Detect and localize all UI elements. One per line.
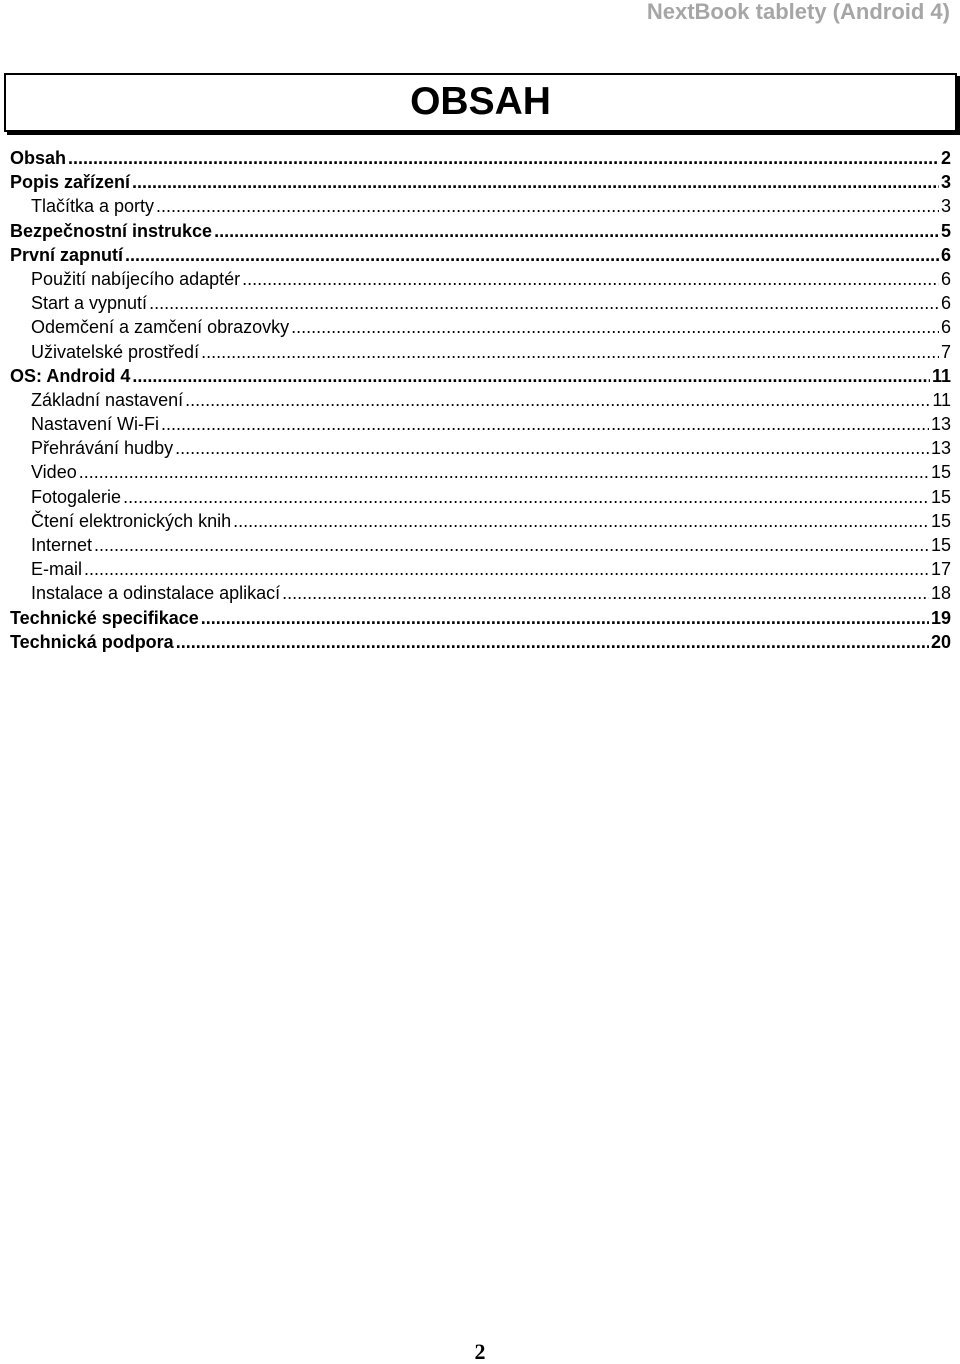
toc-entry-label: Internet — [31, 535, 93, 555]
toc-dot-leader — [94, 533, 929, 557]
toc-entry-label: Tlačítka a porty — [31, 196, 155, 217]
toc-dot-leader — [132, 364, 930, 388]
toc-dot-leader — [185, 388, 930, 412]
toc-dot-leader — [132, 170, 939, 194]
toc-dot-leader — [242, 267, 939, 291]
toc-entry-label: Start a vypnutí — [31, 293, 148, 314]
toc-entry[interactable] — [10, 340, 951, 364]
toc-dot-leader — [68, 146, 939, 170]
toc-entry[interactable] — [10, 485, 951, 509]
toc-entry-page-number: 15 — [930, 486, 951, 507]
running-header: NextBook tablety (Android 4) — [646, 0, 950, 24]
toc-entry-label: Bezpečnostní instrukce — [10, 220, 213, 241]
toc-entry-page-number: 3 — [940, 196, 951, 217]
toc-entry-label: Uživatelské prostředí — [31, 341, 200, 362]
toc-entry-page-number: 11 — [932, 389, 951, 410]
toc-dot-leader — [79, 460, 929, 484]
toc-entry-page-number: 7 — [940, 341, 951, 362]
toc-entry-label: Obsah — [10, 148, 67, 168]
toc-entry[interactable] — [10, 194, 951, 218]
toc-entry-page-number: 13 — [930, 414, 951, 435]
toc-entry-page-number: 3 — [940, 172, 951, 193]
toc-dot-leader — [125, 243, 939, 267]
toc-entry[interactable] — [10, 364, 951, 388]
toc-entry-page-number: 6 — [940, 317, 951, 338]
toc-entry-page-number: 2 — [940, 148, 951, 168]
toc-entry-label: Přehrávání hudby — [31, 438, 174, 459]
toc-entry-label: Video — [31, 462, 77, 483]
toc-entry-page-number: 6 — [940, 268, 951, 289]
toc-entry-label: Technické specifikace — [10, 607, 199, 628]
toc-entry-page-number: 6 — [940, 244, 951, 265]
toc-entry-label: Použití nabíjecího adaptér — [31, 268, 241, 289]
toc-entry[interactable] — [10, 291, 951, 315]
toc-entry-page-number: 20 — [930, 631, 951, 652]
toc-entry[interactable] — [10, 267, 951, 291]
toc-entry-page-number: 15 — [930, 510, 951, 531]
toc-entry[interactable] — [10, 460, 951, 484]
toc-entry[interactable] — [10, 533, 951, 557]
toc-entry[interactable] — [10, 581, 951, 605]
toc-entry-page-number: 15 — [930, 462, 951, 483]
toc-dot-leader — [176, 630, 929, 654]
toc-dot-leader — [233, 509, 929, 533]
toc-entry-page-number: 19 — [930, 607, 951, 628]
toc-entry[interactable] — [10, 219, 951, 243]
toc-entry-label: Čtení elektronických knih — [31, 510, 232, 531]
toc-dot-leader — [123, 485, 929, 509]
toc-dot-leader — [156, 194, 939, 218]
toc-dot-leader — [214, 219, 939, 243]
toc-entry-label: Popis zařízení — [10, 172, 131, 193]
toc-entry[interactable] — [10, 557, 951, 581]
toc-entry[interactable] — [10, 630, 951, 654]
toc-entry[interactable] — [10, 436, 951, 460]
toc-dot-leader — [161, 412, 929, 436]
toc-entry-page-number: 5 — [940, 220, 951, 241]
toc-entry[interactable] — [10, 412, 951, 436]
toc-entry-label: Technická podpora — [10, 631, 174, 652]
toc-dot-leader — [201, 606, 929, 630]
toc-entry-page-number: 11 — [931, 365, 951, 386]
toc-dot-leader — [84, 557, 929, 581]
table-of-contents — [10, 146, 951, 654]
toc-entry[interactable] — [10, 388, 951, 412]
page-title: OBSAH — [410, 80, 551, 123]
toc-entry-page-number: 6 — [940, 293, 951, 314]
toc-entry[interactable] — [10, 315, 951, 339]
toc-dot-leader — [175, 436, 929, 460]
title-box — [4, 73, 957, 132]
toc-dot-leader — [201, 340, 939, 364]
page-number: 2 — [474, 1339, 486, 1364]
toc-entry[interactable] — [10, 170, 951, 194]
toc-entry-label: OS: Android 4 — [10, 365, 131, 386]
toc-entry[interactable] — [10, 146, 951, 170]
toc-entry-label: Odemčení a zamčení obrazovky — [31, 317, 290, 338]
toc-entry-page-number: 18 — [930, 583, 951, 604]
toc-entry-label: Instalace a odinstalace aplikací — [31, 583, 281, 604]
toc-entry-label: Základní nastavení — [31, 389, 184, 410]
toc-dot-leader — [282, 581, 929, 605]
toc-entry-label: Fotogalerie — [31, 486, 122, 507]
toc-entry-label: E-mail — [31, 559, 83, 580]
toc-dot-leader — [149, 291, 939, 315]
toc-entry[interactable] — [10, 243, 951, 267]
toc-entry[interactable] — [10, 606, 951, 630]
toc-entry-label: První zapnutí — [10, 244, 124, 265]
toc-entry-page-number: 13 — [930, 438, 951, 459]
toc-entry-page-number: 17 — [930, 559, 951, 580]
toc-dot-leader — [291, 315, 939, 339]
toc-entry-label: Nastavení Wi-Fi — [31, 414, 160, 435]
toc-entry-page-number: 15 — [930, 535, 951, 555]
toc-entry[interactable] — [10, 509, 951, 533]
